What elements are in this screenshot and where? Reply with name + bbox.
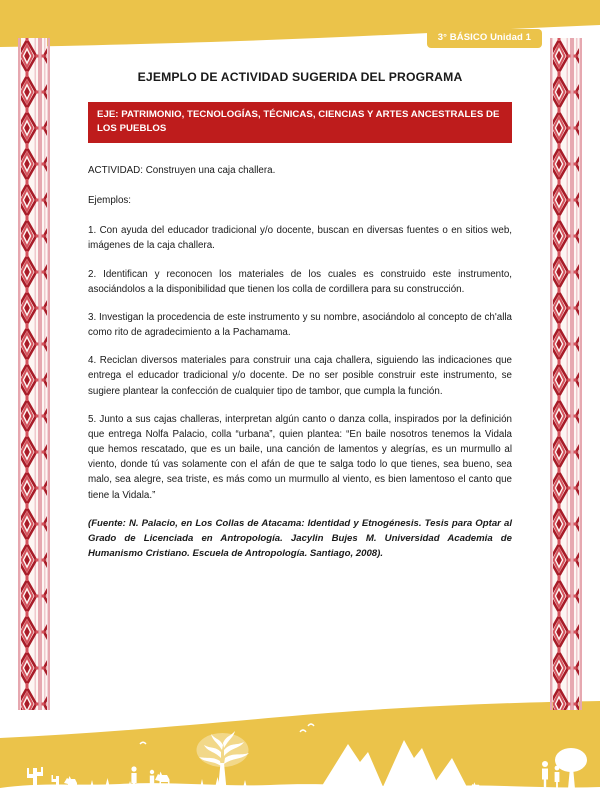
document-content [88,62,512,562]
page-title: EJEMPLO DE ACTIVIDAD SUGERIDA DEL PROGRAMA [137,70,463,84]
paragraph-2: 2. Identifican y reconocen los materiales de los cuales es construido este instrumento, asociándolos a la disponibilidad que tienen los colla de cordillera para su construcción. [88,268,512,295]
unit-badge: 3° BÁSICO Unidad 1 [427,29,542,48]
paragraph-5: 5. Junto a sus cajas challeras, interpretan algún canto o danza colla, inspirados por la definición que entrega Nolfa Palacio, colla “urbana”, quien plantea: “En baile nosotros tenemos la Vidala que hemos rescatado, que es un baile, una canción de lamentos y alegrías, es un murmullo al viento, donde tú vas solamente con el afán de que te salga todo lo que tienes, sea bueno, sea malo, sea alegre, sea triste, es más como un murmullo al viento, es bien lamentoso el canto que tiene la Vidala.” [88,413,512,501]
paragraph-3: 3. Investigan la procedencia de este instrumento y su nombre, asociándolo al concepto de ch'alla como rito de agradecimiento a la Pachamama. [88,311,512,339]
body-text [88,163,512,562]
paragraph-1: 1. Con ayuda del educador tradicional y/o docente, buscan en diversas fuentes o en sitios web, imágenes de la caja challera. [88,225,512,252]
right-woven-border [546,38,586,710]
paragraph-4: 4. Reciclan diversos materiales para construir una caja challera, siguiendo las indicaciones que entrega el educador tradicional y/o docente. De no ser posible construir este instrumento, se sugiere plantear la confección de cualquier tipo de tambor, que cumpla la función. [88,355,512,397]
activity-line: ACTIVIDAD: Construyen una caja challera. [88,164,276,176]
eje-banner: EJE: PATRIMONIO, TECNOLOGÍAS, TÉCNICAS, CIENCIAS Y ARTES ANCESTRALES DE LOS PUEBLOS [88,102,512,143]
left-woven-border [14,38,54,710]
examples-label: Ejemplos: [88,194,132,206]
source-citation: (Fuente: N. Palacio, en Los Collas de Atacama: Identidad y Etnogénesis. Tesis para Optar al Grado de Licenciada en Antropología. Jacylin Bujes M. Universidad Academia de Humanismo Cristiano. Escuela de Antropología. Santiago, 2008). [88,517,512,560]
bottom-landscape-band [0,690,600,800]
